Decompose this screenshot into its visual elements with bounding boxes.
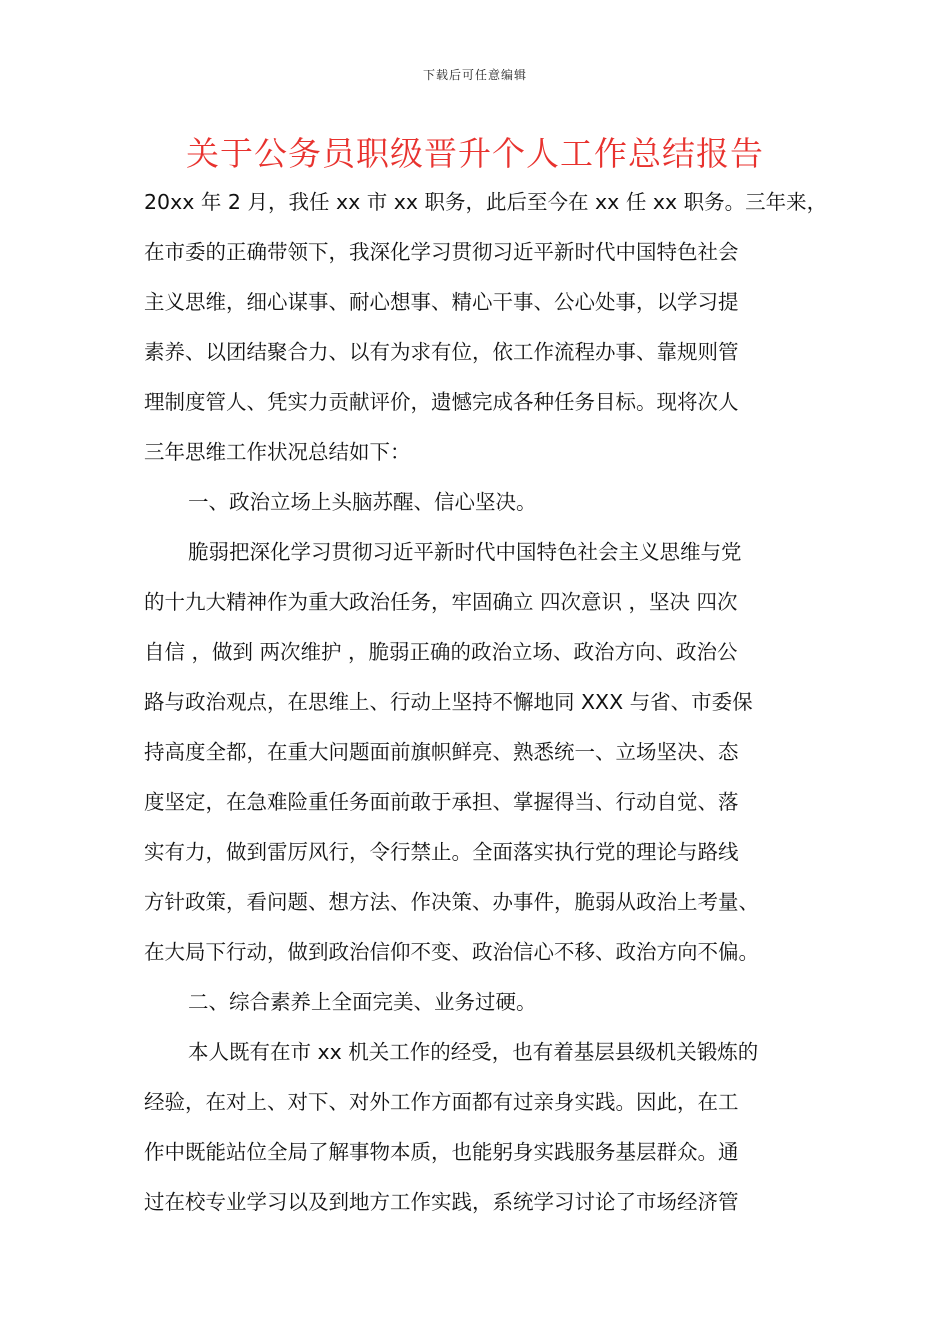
body-line: 实有力，做到雷厉风行，令行禁止。全面落实执行党的理论与路线 — [144, 840, 739, 864]
body-line: 持高度全都，在重大问题面前旗帜鲜亮、熟悉统一、立场坚决、态 — [144, 740, 739, 764]
body-line: 在市委的正确带领下，我深化学习贯彻习近平新时代中国特色社会 — [144, 240, 739, 264]
body-line: 方针政策，看问题、想方法、作决策、办事件，脆弱从政治上考量、 — [144, 890, 759, 914]
header-note: 下载后可任意编辑 — [422, 68, 527, 82]
body-line: 过在校专业学习以及到地方工作实践，系统学习讨论了市场经济管 — [144, 1190, 739, 1214]
body-line: 三年思维工作状况总结如下： — [144, 440, 411, 464]
document-title: 关于公务员职级晋升个人工作总结报告 — [186, 134, 764, 173]
body-line: 路与政治观点，在思维上、行动上坚持不懈地同 XXX 与省、市委保 — [144, 690, 753, 714]
body-line: 本人既有在市 xx 机关工作的经受，也有着基层县级机关锻炼的 — [188, 1040, 759, 1064]
body-line: 一、政治立场上头脑苏醒、信心坚决。 — [188, 490, 537, 514]
body-line: 主义思维，细心谋事、耐心想事、精心干事、公心处事，以学习提 — [144, 290, 739, 314]
body-line: 素养、以团结聚合力、以有为求有位，依工作流程办事、靠规则管 — [144, 340, 739, 364]
body-line: 理制度管人、凭实力贡献评价，遗憾完成各种任务目标。现将次人 — [144, 390, 739, 414]
body-line: 20xx 年 2 月，我任 xx 市 xx 职务，此后至今在 xx 任 xx 职务。三年来， — [144, 190, 828, 214]
body-line: 二、综合素养上全面完美、业务过硬。 — [188, 990, 537, 1014]
body-line: 在大局下行动，做到政治信仰不变、政治信心不移、政治方向不偏。 — [144, 940, 759, 964]
body-line: 自信 ，做到 两次维护 ，脆弱正确的政治立场、政治方向、政治公 — [144, 640, 738, 664]
body-line: 的十九大精神作为重大政治任务，牢固确立 四次意识 ，坚决 四次 — [144, 590, 738, 614]
body-line: 经验，在对上、对下、对外工作方面都有过亲身实践。因此，在工 — [144, 1090, 739, 1114]
document-body — [144, 184, 828, 1234]
body-line: 脆弱把深化学习贯彻习近平新时代中国特色社会主义思维与党 — [188, 540, 742, 564]
body-line: 作中既能站位全局了解事物本质，也能躬身实践服务基层群众。通 — [144, 1140, 739, 1164]
body-line: 度坚定，在急难险重任务面前敢于承担、掌握得当、行动自觉、落 — [144, 790, 739, 814]
